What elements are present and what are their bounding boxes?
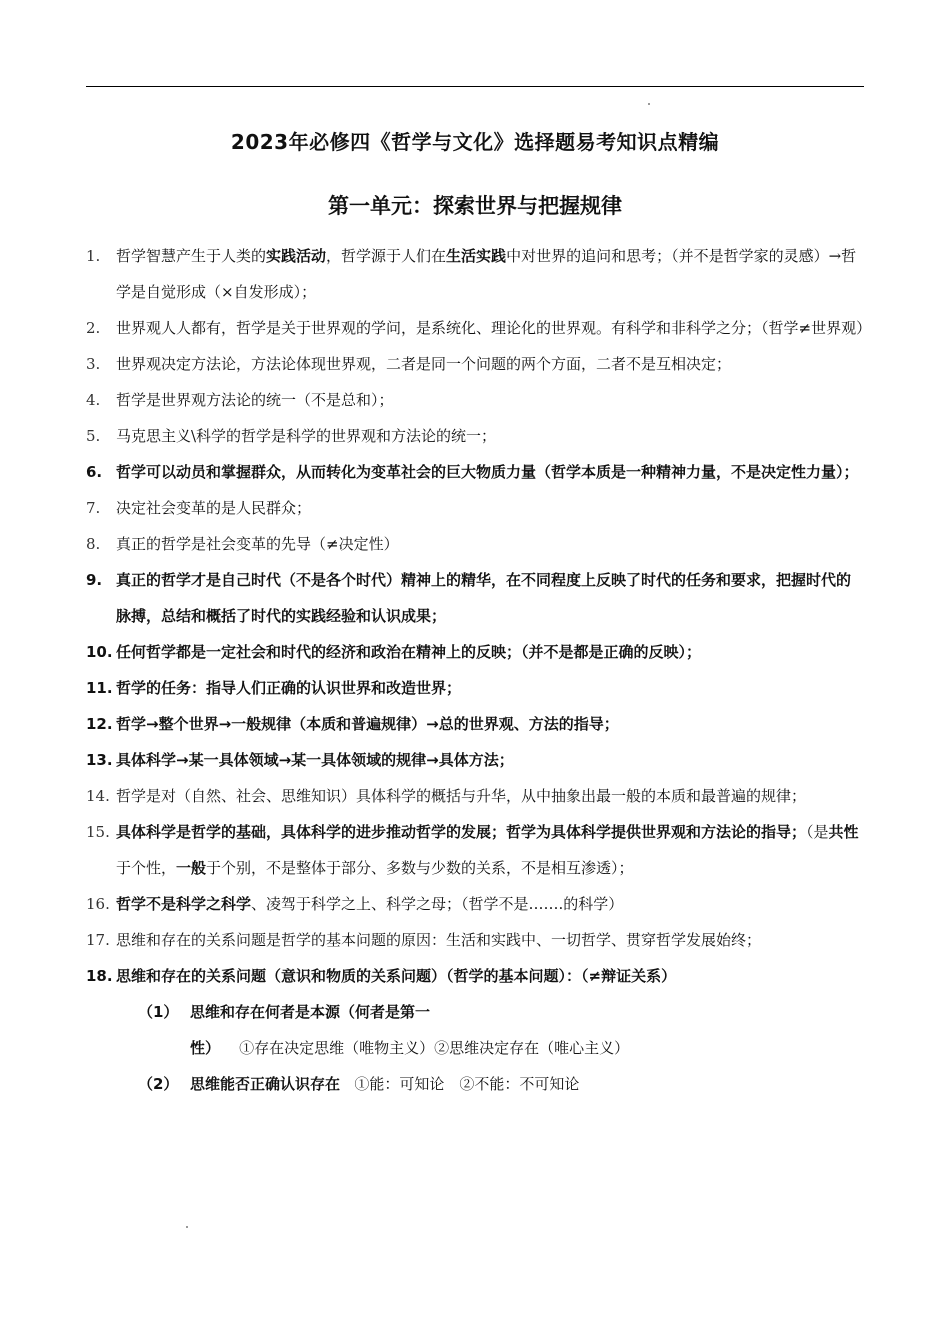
sub-item-text: ①存在决定思维（唯物主义）②思维决定存在（唯心主义） [239,1039,630,1057]
item-text: 哲学→整个世界→一般规律（本质和普遍规律）→总的世界观、方法的指导； [116,715,619,733]
list-item [86,742,864,778]
list-item: 1. 哲学智慧产生于人类的实践活动，哲学源于人们在生活实践中对世界的追问和思考；（并不是哲学家的灵感）→哲学是自觉形成（×自发形成）； [86,238,864,310]
list-item: 16. 哲学不是科学之科学、凌驾于科学之上、科学之母；（哲学不是…….的科学） [86,886,864,922]
item-text: 真正的哲学是社会变革的先导（≠决定性） [116,535,399,553]
list-item [86,382,864,418]
emphasis: 一般 [176,859,207,877]
item-number: 2. [86,319,101,337]
item-number: 14. [86,787,110,805]
item-text: 哲学是对（自然、社会、思维知识）具体科学的概括与升华，从中抽象出最一般的本质和最普遍的规律； [116,787,807,805]
sub-item-heading: 思维和存在何者是本源（何者是第一性） [190,1003,431,1057]
sub-item-heading: 思维能否正确认识存在 [190,1075,341,1093]
item-text: 哲学可以动员和掌握群众，从而转化为变革社会的巨大物质力量（哲学本质是一种精神力量，不是决定性力量）； [116,463,859,481]
emphasis: 共性 [828,823,859,841]
item-text: 决定社会变革的是人民群众； [116,499,312,517]
list-item [86,526,864,562]
scan-speck [186,1226,188,1228]
item-number: 7. [86,499,101,517]
item-text: 马克思主义\科学的哲学是科学的世界观和方法论的统一； [116,427,497,445]
item-text: 思维和存在的关系问题是哲学的基本问题的原因：生活和实践中、一切哲学、贯穿哲学发展始终； [116,931,762,949]
item-number: 17. [86,931,110,949]
item-number: 1. [86,247,101,265]
item-number: 15. [86,823,110,841]
knowledge-list [86,238,872,1102]
document-title: 2023年必修四《哲学与文化》选择题易考知识点精编 [230,130,720,154]
emphasis: 生活实践 [446,247,507,265]
item-number: 8. [86,535,101,553]
item-number: 3. [86,355,101,373]
list-item [86,922,864,958]
unit-title: 第一单元：探索世界与把握规律 [328,194,622,218]
sub-item [86,1066,864,1102]
list-item [86,418,864,454]
header-rule [86,86,864,87]
item-number: 9. [86,571,103,589]
item-text: 思维和存在的关系问题（意识和物质的关系问题）（哲学的基本问题）：（≠辩证关系） [116,967,677,985]
item-number: 5. [86,427,101,445]
item-number: 6. [86,463,103,481]
item-number: 12. [86,715,113,733]
scan-speck [648,103,650,105]
item-number: 11. [86,679,113,697]
sub-item-number: （1） [138,1003,179,1021]
list-item [86,958,864,994]
list-item [86,454,864,490]
item-number: 13. [86,751,113,769]
list-item [86,562,864,634]
list-item [86,490,864,526]
sub-item [86,994,864,1066]
item-text: 哲学的任务：指导人们正确的认识世界和改造世界； [116,679,462,697]
item-text: 具体科学→某一具体领域→某一具体领域的规律→具体方法； [116,751,514,769]
emphasis: 哲学不是科学之科学 [116,895,252,913]
item-text: 任何哲学都是一定社会和时代的经济和政治在精神上的反映；（并不是都是正确的反映）； [116,643,702,661]
item-text: 哲学是世界观方法论的统一（不是总和）； [116,391,394,409]
item-text: 世界观人人都有，哲学是关于世界观的学问，是系统化、理论化的世界观。有科学和非科学之分；（哲学≠世界观） [116,319,872,337]
list-item [86,706,864,742]
emphasis: 具体科学是哲学的基础，具体科学的进步推动哲学的发展；哲学为具体科学提供世界观和方法论的指导； [116,823,807,841]
list-item: 15. 具体科学是哲学的基础，具体科学的进步推动哲学的发展；哲学为具体科学提供世界观和方法论的指导；（是共性于个性，一般于个别，不是整体于部分、多数与少数的关系，不是相互渗透）； [86,814,864,886]
item-number: 4. [86,391,101,409]
list-item [86,670,864,706]
list-item [86,346,864,382]
sub-item-text: ①能：可知论 ②不能：不可知论 [354,1075,580,1093]
list-item [86,634,864,670]
item-number: 16. [86,895,110,913]
emphasis: 实践活动 [266,247,327,265]
item-text: 真正的哲学才是自己时代（不是各个时代）精神上的精华，在不同程度上反映了时代的任务和要求，把握时代的脉搏，总结和概括了时代的实践经验和认识成果； [116,571,852,625]
list-item [86,310,872,346]
list-item [86,778,864,814]
item-text: 世界观决定方法论，方法论体现世界观，二者是同一个问题的两个方面，二者不是互相决定； [116,355,732,373]
item-number: 18. [86,967,113,985]
item-number: 10. [86,643,113,661]
sub-item-number: （2） [138,1075,179,1093]
